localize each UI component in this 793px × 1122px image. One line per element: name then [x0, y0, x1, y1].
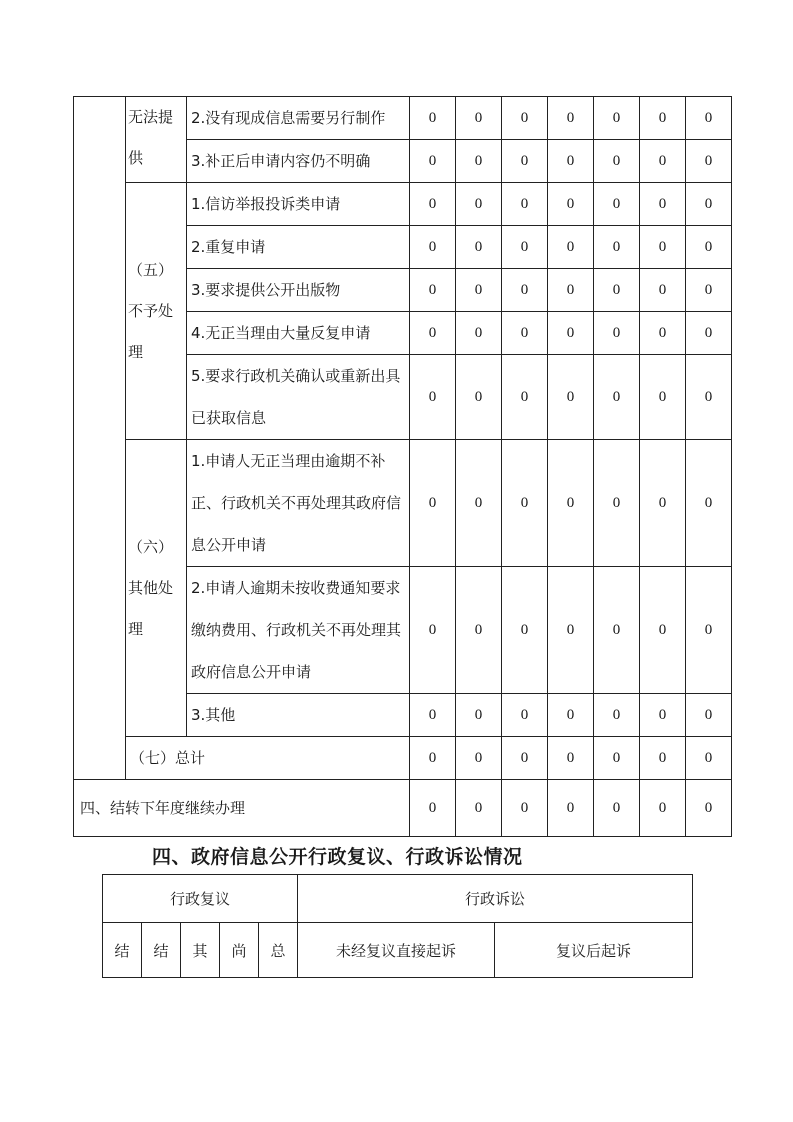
value-cell: 0: [456, 440, 502, 567]
value-cell: 0: [686, 226, 732, 269]
value-cell: 0: [686, 312, 732, 355]
value-cell: 0: [502, 183, 548, 226]
value-cell: 0: [640, 567, 686, 694]
value-cell: 0: [456, 567, 502, 694]
value-cell: 0: [640, 140, 686, 183]
item-label: 3.其他: [187, 694, 410, 737]
item-label: 2.申请人逾期未按收费通知要求缴纳费用、行政机关不再处理其政府信息公开申请: [187, 567, 410, 694]
value-cell: 0: [410, 737, 456, 780]
review-litigation-table: [102, 874, 693, 978]
value-cell: 0: [640, 780, 686, 837]
total-label: （七）总计: [126, 737, 410, 780]
review-subcol: 结: [142, 923, 181, 978]
value-cell: 0: [640, 355, 686, 440]
item-label: 1.信访举报投诉类申请: [187, 183, 410, 226]
value-cell: 0: [502, 269, 548, 312]
value-cell: 0: [640, 226, 686, 269]
value-cell: 0: [686, 694, 732, 737]
value-cell: 0: [548, 226, 594, 269]
item-label: 2.重复申请: [187, 226, 410, 269]
value-cell: 0: [502, 737, 548, 780]
value-cell: 0: [502, 312, 548, 355]
value-cell: 0: [502, 440, 548, 567]
value-cell: 0: [686, 355, 732, 440]
value-cell: 0: [594, 780, 640, 837]
value-cell: 0: [548, 140, 594, 183]
value-cell: 0: [686, 269, 732, 312]
value-cell: 0: [640, 737, 686, 780]
value-cell: 0: [410, 269, 456, 312]
value-cell: 0: [410, 780, 456, 837]
value-cell: 0: [640, 312, 686, 355]
value-cell: 0: [686, 567, 732, 694]
value-cell: 0: [456, 140, 502, 183]
carry-over-row: [74, 780, 732, 837]
value-cell: 0: [502, 226, 548, 269]
value-cell: 0: [640, 269, 686, 312]
value-cell: 0: [548, 737, 594, 780]
value-cell: 0: [502, 567, 548, 694]
value-cell: 0: [410, 440, 456, 567]
value-cell: 0: [548, 183, 594, 226]
value-cell: 0: [594, 183, 640, 226]
table-row: [74, 440, 732, 567]
value-cell: 0: [456, 269, 502, 312]
review-subcol: 尚: [220, 923, 259, 978]
value-cell: 0: [548, 269, 594, 312]
item-label: 4.无正当理由大量反复申请: [187, 312, 410, 355]
value-cell: 0: [410, 312, 456, 355]
item-label: 3.补正后申请内容仍不明确: [187, 140, 410, 183]
value-cell: 0: [456, 694, 502, 737]
value-cell: 0: [410, 97, 456, 140]
value-cell: 0: [548, 355, 594, 440]
value-cell: 0: [594, 567, 640, 694]
section-heading: 四、政府信息公开行政复议、行政诉讼情况: [152, 846, 523, 868]
table-row: [74, 97, 732, 140]
value-cell: 0: [410, 183, 456, 226]
item-label: 2.没有现成信息需要另行制作: [187, 97, 410, 140]
category-label: （六）其他处理: [126, 440, 187, 737]
category-label: 无法提供: [126, 97, 187, 183]
value-cell: 0: [686, 140, 732, 183]
value-cell: 0: [502, 97, 548, 140]
value-cell: 0: [456, 97, 502, 140]
value-cell: 0: [686, 97, 732, 140]
value-cell: 0: [502, 780, 548, 837]
value-cell: 0: [686, 737, 732, 780]
review-subcol: 其: [181, 923, 220, 978]
value-cell: 0: [410, 355, 456, 440]
value-cell: 0: [502, 140, 548, 183]
item-label: 1.申请人无正当理由逾期不补正、行政机关不再处理其政府信息公开申请: [187, 440, 410, 567]
value-cell: 0: [640, 440, 686, 567]
value-cell: 0: [686, 183, 732, 226]
value-cell: 0: [640, 694, 686, 737]
value-cell: 0: [548, 567, 594, 694]
litigation-subcol: 复议后起诉: [495, 923, 693, 978]
item-label: 3.要求提供公开出版物: [187, 269, 410, 312]
category-label: （五）不予处理: [126, 183, 187, 440]
disposal-table: [73, 96, 732, 837]
value-cell: 0: [456, 183, 502, 226]
value-cell: 0: [548, 440, 594, 567]
value-cell: 0: [456, 312, 502, 355]
value-cell: 0: [640, 97, 686, 140]
carry-over-label: 四、结转下年度继续办理: [74, 780, 410, 837]
value-cell: 0: [594, 440, 640, 567]
value-cell: 0: [594, 97, 640, 140]
value-cell: 0: [594, 269, 640, 312]
table-row: [74, 183, 732, 226]
review-subcol: 总: [259, 923, 298, 978]
value-cell: 0: [410, 694, 456, 737]
value-cell: 0: [594, 140, 640, 183]
value-cell: 0: [456, 355, 502, 440]
value-cell: 0: [686, 440, 732, 567]
value-cell: 0: [410, 567, 456, 694]
total-row: [74, 737, 732, 780]
litigation-header: 行政诉讼: [298, 875, 693, 923]
litigation-subcol: 未经复议直接起诉: [298, 923, 495, 978]
value-cell: 0: [594, 355, 640, 440]
value-cell: 0: [548, 694, 594, 737]
value-cell: 0: [594, 737, 640, 780]
item-label: 5.要求行政机关确认或重新出具已获取信息: [187, 355, 410, 440]
value-cell: 0: [594, 694, 640, 737]
value-cell: 0: [456, 780, 502, 837]
review-header: 行政复议: [103, 875, 298, 923]
value-cell: 0: [548, 780, 594, 837]
value-cell: 0: [410, 140, 456, 183]
value-cell: 0: [594, 226, 640, 269]
value-cell: 0: [456, 226, 502, 269]
value-cell: 0: [502, 694, 548, 737]
value-cell: 0: [640, 183, 686, 226]
value-cell: 0: [686, 780, 732, 837]
review-subcol: 结: [103, 923, 142, 978]
value-cell: 0: [548, 312, 594, 355]
value-cell: 0: [594, 312, 640, 355]
value-cell: 0: [410, 226, 456, 269]
value-cell: 0: [456, 737, 502, 780]
value-cell: 0: [502, 355, 548, 440]
blank-left-column: [74, 97, 126, 780]
value-cell: 0: [548, 97, 594, 140]
